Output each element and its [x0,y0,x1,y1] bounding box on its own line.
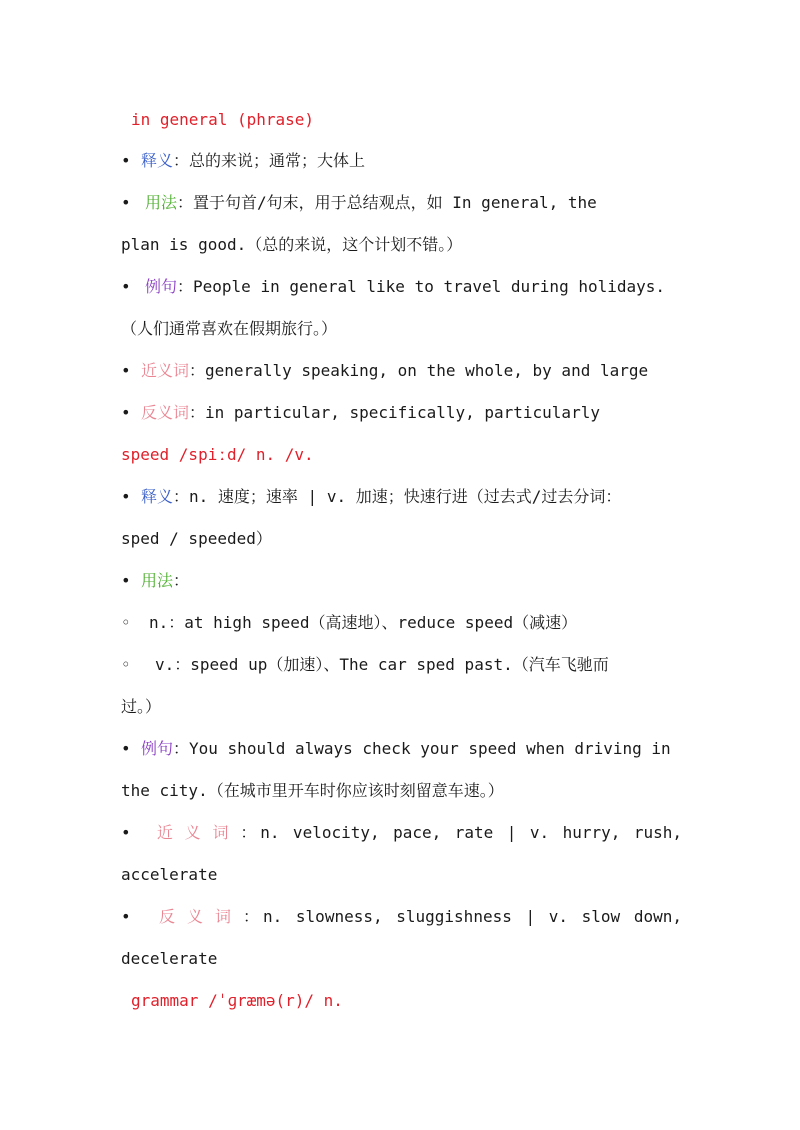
example-text-cont: the city.（在城市里开车时你应该时刻留意车速。） [121,781,504,800]
sub-bullet: ◦ [121,613,131,632]
definition-label: 释义 [141,151,174,170]
antonyms-line [121,401,682,425]
usage-line [121,191,682,215]
usage-line [121,569,682,593]
definition-line [121,149,682,173]
bullet: • [121,403,131,422]
bullet: • [121,907,131,926]
bullet: • [121,151,131,170]
synonyms-line [121,821,682,845]
definition-line [121,485,682,509]
bullet: • [121,361,131,380]
bullet: • [121,193,131,212]
usage-subitem-text: v.：speed up（加速）、The car sped past.（汽车飞驰而 [155,655,609,674]
sub-bullet: ◦ [121,655,131,674]
synonyms-label: 近义词 [141,361,190,380]
example-line [121,737,682,761]
example-line [121,275,682,299]
usage-subitem-text-cont: 过。） [121,697,162,716]
usage-subitem-text: n.：at high speed（高速地）、reduce speed（减速） [149,613,578,632]
usage-label: 用法 [141,571,174,590]
usage-text: ：置于句首/句末，用于总结观点，如 In general, the [177,193,597,212]
synonyms-text: ：generally speaking, on the whole, by and large [189,361,649,380]
headword-speed: speed /spiːd/ n. /v. [121,445,314,464]
usage-label: 用法 [145,193,178,212]
antonyms-label: 反义词 [141,403,190,422]
synonyms-text-cont: accelerate [121,865,218,884]
definition-text: ：n. 速度；速率 | v. 加速；快速行进（过去式/过去分词： [173,487,622,506]
antonyms-label: 反义词 [155,907,244,926]
example-label: 例句 [141,739,174,758]
synonyms-text: ：n. velocity, pace, rate | v. hurry, rush, [240,823,682,842]
usage-text-cont: plan is good.（总的来说，这个计划不错。） [121,235,463,254]
bullet: • [121,571,131,590]
antonyms-text: ：n. slowness, sluggishness | v. slow down, [243,907,682,926]
usage-colon: ： [173,571,190,590]
definition-text-cont: sped / speeded） [121,529,272,548]
bullet: • [121,487,131,506]
example-label: 例句 [145,277,178,296]
headword-in-general: in general (phrase) [131,110,315,129]
example-translation: （人们通常喜欢在假期旅行。） [121,319,338,338]
definition-text: ：总的来说；通常；大体上 [173,151,366,170]
definition-label: 释义 [141,487,174,506]
example-text: ：You should always check your speed when driving in [173,739,671,758]
antonyms-line [121,905,682,929]
synonyms-label: 近义词 [153,823,241,842]
bullet: • [121,823,131,842]
bullet: • [121,739,131,758]
usage-subitem-noun [121,611,682,635]
antonyms-text: ：in particular, specifically, particularly [189,403,600,422]
bullet: • [121,277,131,296]
headword-grammar: grammar /ˈɡræmə(r)/ n. [131,991,343,1010]
example-text: ：People in general like to travel during holidays. [177,277,666,296]
usage-subitem-verb [121,653,682,677]
antonyms-text-cont: decelerate [121,949,218,968]
synonyms-line [121,359,682,383]
